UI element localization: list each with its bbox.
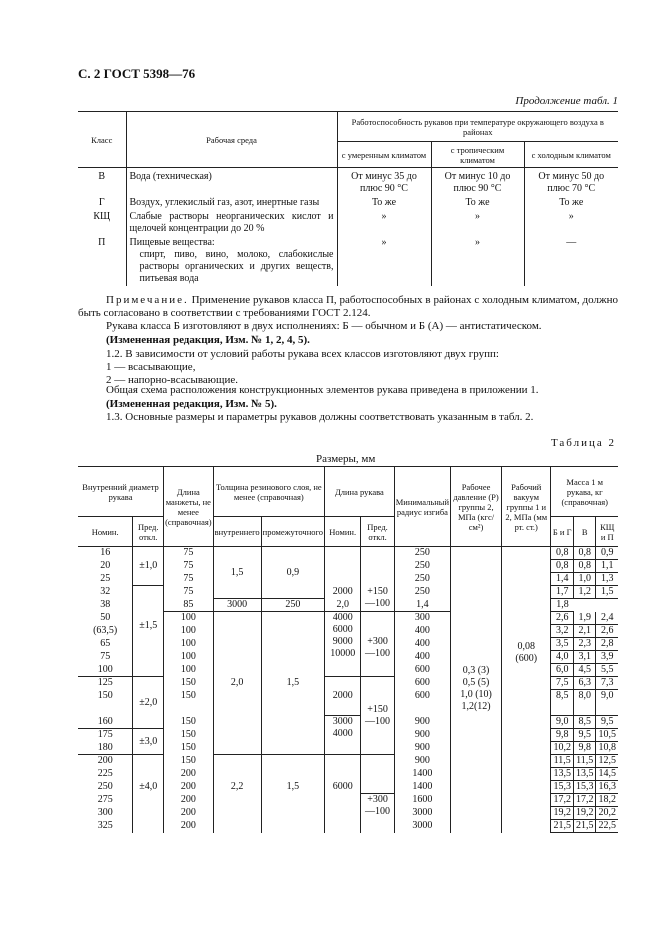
cell-d: 50 <box>78 612 133 625</box>
cell-len: 2000 <box>325 586 361 599</box>
cell-r: 400 <box>394 625 450 638</box>
env-text: Пищевые вещества: <box>129 237 215 248</box>
vacuum-2: (600) <box>515 653 538 664</box>
cell-r: 250 <box>394 547 450 560</box>
cell-dev: ±3,0 <box>133 729 164 755</box>
cell-k: 1,8 <box>551 599 574 612</box>
cell-bg: 8,5 <box>551 690 574 716</box>
cell-moderate: То же <box>337 196 431 210</box>
cell-ldev <box>361 586 394 612</box>
cell-cuff: 100 <box>164 625 213 638</box>
continuation-label: Продолжение табл. 1 <box>515 95 618 107</box>
cell-moderate: От минус 35 до плюс 90 °С <box>337 168 431 197</box>
cell-r: 1400 <box>394 781 450 794</box>
cell-v: 4,5 <box>573 664 596 677</box>
env-subtext: спирт, пиво, вино, молоко, слабокислые растворы органических и других веществ, питьевая вода <box>139 249 334 284</box>
cell-env: Воздух, углекислый газ, азот, инертные газы <box>126 196 337 210</box>
cell-bg: 11,5 <box>551 755 574 768</box>
cell-d: 38 <box>78 599 133 612</box>
amendment-note: (Измененная редакция, Изм. № 5). <box>106 398 277 410</box>
h-mid: промежуточного <box>261 517 324 547</box>
cell-d: 125 <box>78 677 133 690</box>
cell-v: 3,1 <box>573 651 596 664</box>
cell-tropical: От минус 10 до плюс 90 °С <box>431 168 524 197</box>
cell-bg: 17,2 <box>551 794 574 807</box>
len-c2: 3000 <box>332 716 353 727</box>
cell-env: Слабые растворы неорганических кислот и щелочей концентрации до 20 % <box>126 210 337 236</box>
cell-class: КЩ <box>78 210 126 236</box>
h-nom: Номин. <box>78 517 133 547</box>
cell-vacuum <box>502 547 551 833</box>
cell-v: 8,5 <box>573 716 596 729</box>
col-cold: с холодным климатом <box>524 142 618 168</box>
cell-cold: То же <box>559 197 584 208</box>
table-row <box>78 236 618 286</box>
cell-v: 6,3 <box>573 677 596 690</box>
cell-cuff: 200 <box>164 820 213 833</box>
h-cuff: Длина манжеты, не менее (справочная) <box>164 467 213 547</box>
cell-d: 150 <box>78 690 133 716</box>
cell-k: 18,2 <box>596 794 618 807</box>
cell-cuff: 100 <box>164 664 213 677</box>
cell-mid <box>261 755 324 833</box>
cell-r: 250 <box>394 586 450 599</box>
cell-cuff: 150 <box>164 690 213 716</box>
cell-bg: 0,8 <box>551 547 574 560</box>
col-class: Класс <box>78 112 126 168</box>
note-text: Применение рукавов класса П, работоспособных в районах с холодным климатом, должно быть согласовано в соответствии с требованиями ГОСТ 2.124. <box>78 294 618 319</box>
cell-k: 16,3 <box>596 781 618 794</box>
cell-v: 1,9 <box>573 612 596 625</box>
cell-tropical: » <box>431 210 524 236</box>
cell-d: 225 <box>78 768 133 781</box>
cell-bg: 3,5 <box>551 638 574 651</box>
cell-d: 250 <box>78 781 133 794</box>
ldev-b1: +300 <box>367 636 388 647</box>
h-bg: Б и Г <box>551 517 574 547</box>
note-paragraph <box>78 294 618 320</box>
note-label: Примечание. <box>106 294 189 306</box>
dev-5: ±4,0 <box>139 781 158 792</box>
cell-cuff: 100 <box>164 638 213 651</box>
len-b2: 6000 <box>332 624 353 635</box>
cell-d: 20 <box>78 560 133 573</box>
cell-env: Вода (техническая) <box>126 168 337 197</box>
cell-moderate: » <box>337 210 431 236</box>
cell-d: 32 <box>78 586 133 599</box>
cell-len <box>325 690 361 755</box>
cell-inner <box>213 755 261 833</box>
col-tropical: с тропическим климатом <box>431 142 524 168</box>
cell-r: 1400 <box>394 768 450 781</box>
cell-bg: 15,3 <box>551 781 574 794</box>
cell-env <box>126 236 337 286</box>
cell-d: 200 <box>78 755 133 768</box>
table-row <box>78 210 618 236</box>
cell-v: 13,5 <box>573 768 596 781</box>
page-header: С. 2 ГОСТ 5398—76 <box>78 66 196 81</box>
cell-k: 10,5 <box>596 729 618 742</box>
cell-k: 12,5 <box>596 755 618 768</box>
cell-r: 250 <box>394 573 450 586</box>
cell-bg: 3,2 <box>551 625 574 638</box>
mid-3: 1,5 <box>286 781 300 792</box>
ldev-a1: +150 <box>367 586 388 598</box>
cell-class: В <box>78 168 126 197</box>
cell-cuff: 200 <box>164 807 213 820</box>
cell-d: 275 <box>78 794 133 807</box>
len-b3: 9000 <box>332 636 353 647</box>
h-diam: Внутренний диаметр рукава <box>78 467 164 517</box>
cell-k: 3,9 <box>596 651 618 664</box>
cell-d: 180 <box>78 742 133 755</box>
table-2 <box>78 466 618 833</box>
paragraph: 1.3. Основные размеры и параметры рукавов должны соответствовать указанным в табл. 2. <box>106 411 534 423</box>
cell-cuff: 200 <box>164 794 213 807</box>
cell-bg: 2,0 <box>325 599 361 612</box>
cell-d: 65 <box>78 638 133 651</box>
cell-mid: 0,9 <box>261 547 324 599</box>
cell-v: 21,5 <box>573 820 596 833</box>
table-row <box>78 168 618 197</box>
cell-bg: 10,2 <box>551 742 574 755</box>
cell-v: 15,3 <box>573 781 596 794</box>
len-c3: 4000 <box>332 728 353 739</box>
cell-r: 900 <box>394 742 450 755</box>
cell-tropical: » <box>431 236 524 286</box>
paragraph: Общая схема расположения конструкционных элементов рукава приведена в приложении 1. <box>106 384 539 396</box>
cell-k: 7,3 <box>596 677 618 690</box>
cell-class: П <box>78 236 126 286</box>
paragraph: 1.2. В зависимости от условий работы рукава всех классов изготовляют двух групп: <box>106 348 499 360</box>
cell-r: 300 <box>394 612 450 625</box>
cell-bg: 2,6 <box>551 612 574 625</box>
cell-moderate: » <box>337 236 431 286</box>
cell-r: 900 <box>394 716 450 729</box>
pressure-2: 0,5 (5) <box>462 677 490 688</box>
cell-k: 1,5 <box>596 586 618 599</box>
paragraph: 1 — всасывающие, <box>106 361 196 373</box>
cell-len <box>325 612 361 677</box>
cell-r: 600 <box>394 690 450 716</box>
cell-bg: 13,5 <box>551 768 574 781</box>
cell-ldev-empty <box>361 547 394 586</box>
cell-k: 14,5 <box>596 768 618 781</box>
ldev-b2: —100 <box>365 648 391 659</box>
cell-k: 0,9 <box>596 547 618 560</box>
cell-r: 600 <box>394 677 450 690</box>
cell-r: 250 <box>394 560 450 573</box>
cell-dev <box>133 755 164 833</box>
cell-bg: 1,4 <box>551 573 574 586</box>
cell-k: 9,0 <box>596 690 618 716</box>
cell-dev: ±1,0 <box>133 547 164 586</box>
cell-ldev <box>361 794 394 833</box>
table-2-label: Таблица 2 <box>550 437 616 449</box>
cell-cold: — <box>566 237 577 248</box>
cell-d: 16 <box>78 547 133 560</box>
cell-cuff: 100 <box>164 612 213 625</box>
cell-k: 1,3 <box>596 573 618 586</box>
cell-k: 5,5 <box>596 664 618 677</box>
pressure-1: 0,3 (3) <box>462 665 490 676</box>
table-row <box>78 547 618 560</box>
cell-ldev <box>361 703 394 755</box>
cell-r: 3000 <box>394 807 450 820</box>
cell-r: 900 <box>394 755 450 768</box>
cell-k: 9,5 <box>596 716 618 729</box>
cell-r: 1600 <box>394 794 450 807</box>
cell-bg: 4,0 <box>551 651 574 664</box>
cell-cuff: 75 <box>164 586 213 599</box>
len-d1: 6000 <box>332 781 353 792</box>
cell-cold: От минус 50 до плюс 70 °С <box>538 171 605 194</box>
cell-v: 1,4 <box>394 599 450 612</box>
cell-d: 325 <box>78 820 133 833</box>
cell-r: 900 <box>394 729 450 742</box>
h-dev: Пред. откл. <box>133 517 164 547</box>
cell-inner: 1,5 <box>213 547 261 599</box>
cell-v: 17,2 <box>573 794 596 807</box>
cell-k: 22,5 <box>596 820 618 833</box>
cell-cuff: 150 <box>164 755 213 768</box>
h-rubber: Толщина резинового слоя, не менее (справочная) <box>213 467 324 517</box>
cell-k: 20,2 <box>596 807 618 820</box>
col-group: Работоспособность рукавов при температуре окружающего воздуха в районах <box>337 112 618 142</box>
cell-tropical: То же <box>431 196 524 210</box>
h-inner: внутреннего <box>213 517 261 547</box>
table-1-continued <box>78 111 618 286</box>
len-b4: 10000 <box>330 648 356 659</box>
table-2-body <box>78 547 618 833</box>
cell-dev: ±2,0 <box>133 677 164 729</box>
table-2-units: Размеры, мм <box>316 453 376 465</box>
h-lnom: Номин. <box>325 517 361 547</box>
cell-d: 100 <box>78 664 133 677</box>
cell-v: 9,5 <box>573 729 596 742</box>
cell-cuff: 150 <box>164 729 213 742</box>
ldev-c2: —100 <box>365 715 391 727</box>
cell-ldev <box>361 612 394 677</box>
pressure-3: 1,0 (10) <box>460 689 492 700</box>
cell-cuff: 150 <box>164 716 213 729</box>
cell-d: 25 <box>78 573 133 586</box>
cell-cuff: 75 <box>164 547 213 560</box>
cell-pressure <box>451 547 502 833</box>
cell-cold: » <box>568 211 574 222</box>
cell-k: 2,4 <box>596 612 618 625</box>
cell-len-empty <box>325 547 361 586</box>
vacuum-1: 0,08 <box>517 641 535 652</box>
cell-ldev-empty <box>361 755 394 794</box>
col-env: Рабочая среда <box>126 112 337 168</box>
cell-cuff: 200 <box>164 768 213 781</box>
cell-r: 600 <box>394 664 450 677</box>
cell-d: 75 <box>78 651 133 664</box>
cell-bg: 1,7 <box>551 586 574 599</box>
h-kshp: КЩ и П <box>596 517 618 547</box>
table-row <box>78 196 618 210</box>
dev-2: ±1,5 <box>139 620 158 631</box>
amendment-note: (Измененная редакция, Изм. № 1, 2, 4, 5). <box>106 334 310 346</box>
cell-bg: 7,5 <box>551 677 574 690</box>
cell-cuff: 75 <box>164 560 213 573</box>
cell-cuff: 100 <box>164 651 213 664</box>
ldev-c1: +150 <box>367 703 388 715</box>
h-ldev: Пред. откл. <box>361 517 394 547</box>
cell-mid: 1,5 <box>261 612 324 755</box>
cell-v: 2,3 <box>573 638 596 651</box>
cell-bg: 0,8 <box>551 560 574 573</box>
cell-cuff: 85 <box>164 599 213 612</box>
h-vacuum: Рабочий вакуум группы 1 и 2, МПа (мм рт. ст.) <box>502 467 551 547</box>
cell-bg: 9,8 <box>551 729 574 742</box>
cell-v: 0,8 <box>573 547 596 560</box>
cell-k: 10,8 <box>596 742 618 755</box>
pressure-4: 1,2(12) <box>461 701 491 712</box>
cell-d: 175 <box>78 729 133 742</box>
cell-len: 3000 <box>213 599 261 612</box>
cell-class: Г <box>78 196 126 210</box>
len-b1: 4000 <box>332 612 353 623</box>
cell-r: 400 <box>394 651 450 664</box>
cell-bg: 6,0 <box>551 664 574 677</box>
cell-r: 250 <box>261 599 324 612</box>
cell-bg: 21,5 <box>551 820 574 833</box>
cell-v: 9,8 <box>573 742 596 755</box>
cell-cuff: 150 <box>164 742 213 755</box>
cell-k: 1,1 <box>596 560 618 573</box>
paragraph: Рукава класса Б изготовляют в двух исполнениях: Б — обычном и Б (А) — антистатическом. <box>106 320 542 332</box>
cell-d: 160 <box>78 716 133 729</box>
h-mass: Масса 1 м рукава, кг (справочная) <box>551 467 618 517</box>
cell-d: (63,5) <box>78 625 133 638</box>
h-radius: Минимальный радиус изгиба <box>394 467 450 547</box>
cell-bg: 9,0 <box>551 716 574 729</box>
paragraph: 2 — напорно-всасывающие. <box>106 374 238 386</box>
cell-cuff: 200 <box>164 781 213 794</box>
cell-r: 3000 <box>394 820 450 833</box>
cell-v: 1,0 <box>573 573 596 586</box>
cell-v: 0,8 <box>573 560 596 573</box>
col-moderate: с умеренным климатом <box>337 142 431 168</box>
cell-inner: 2,0 <box>213 612 261 755</box>
cell-v: 19,2 <box>573 807 596 820</box>
ldev-d1: +300 <box>367 794 388 805</box>
cell-k: 2,8 <box>596 638 618 651</box>
ldev-a2: —100 <box>365 598 391 610</box>
cell-dev <box>133 586 164 677</box>
ldev-d2: —100 <box>365 806 391 817</box>
cell-v: 2,1 <box>573 625 596 638</box>
cell-cuff: 150 <box>164 677 213 690</box>
cell-len <box>325 755 361 833</box>
h-length: Длина рукава <box>325 467 395 517</box>
cell-cuff: 75 <box>164 573 213 586</box>
cell-r: 400 <box>394 638 450 651</box>
h-v: В <box>573 517 596 547</box>
cell-d: 300 <box>78 807 133 820</box>
cell-v: 1,2 <box>573 586 596 599</box>
cell-bg: 19,2 <box>551 807 574 820</box>
cell-v: 8,0 <box>573 690 596 716</box>
cell-k: 2,6 <box>596 625 618 638</box>
inner-3: 2,2 <box>230 781 244 792</box>
len-c1: 2000 <box>332 690 353 701</box>
cell-v: 11,5 <box>573 755 596 768</box>
h-pressure: Рабочее давление (Р) группы 2, МПа (кгс/см²) <box>451 467 502 547</box>
